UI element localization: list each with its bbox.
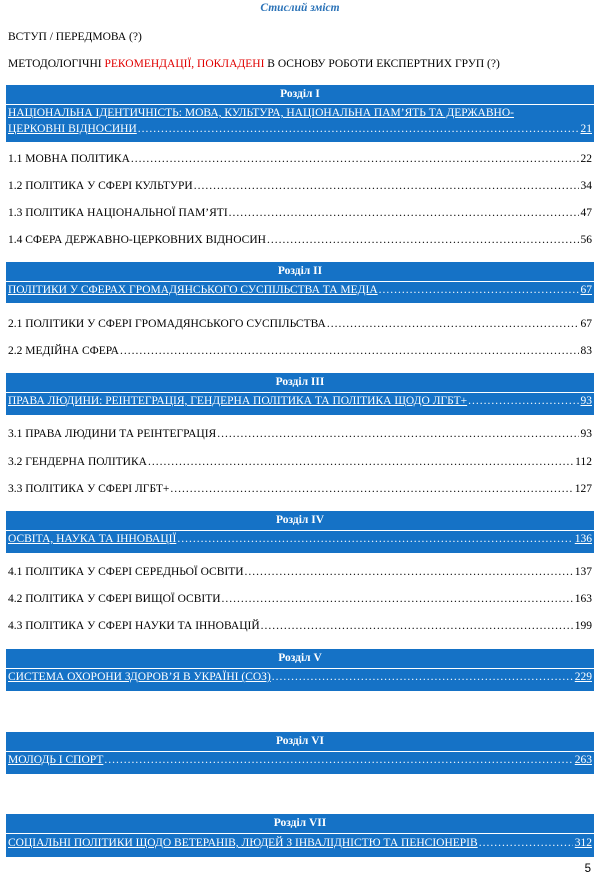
section-toc-line[interactable]: ПОЛІТИКИ У СФЕРАХ ГРОМАДЯНСЬКОГО СУСПІЛЬСТВА ТА МЕДІА ..... 67: [8, 284, 592, 296]
toc-entry[interactable]: 2.2 МЕДІЙНА СФЕРА ..... 83: [8, 345, 592, 361]
toc-entry[interactable]: 4.3 ПОЛІТИКА У СФЕРІ НАУКИ ТА ІННОВАЦІЙ ..... 199: [8, 620, 592, 636]
section-heading: Розділ VI: [6, 732, 594, 752]
section-band: [6, 373, 594, 415]
section-band: [6, 511, 594, 553]
toc-entry[interactable]: 3.2 ГЕНДЕРНА ПОЛІТИКА ..... 112: [8, 456, 592, 472]
page-number: 136: [574, 533, 592, 545]
toc-entry[interactable]: 3.3 ПОЛІТИКА У СФЕРІ ЛГБТ+ ..... 127: [8, 483, 592, 499]
section-toc-line[interactable]: ОСВІТА, НАУКА ТА ІННОВАЦІЇ ..... 136: [8, 533, 592, 545]
page-number-footer: 5: [584, 863, 591, 875]
highlighted-text: РЕКОМЕНДАЦІЇ, ПОКЛАДЕНІ: [104, 58, 265, 70]
section-heading: Розділ VII: [6, 814, 594, 834]
section-heading: Розділ І: [6, 85, 594, 105]
section-band: [6, 732, 594, 774]
section-heading: Розділ ІІ: [6, 262, 594, 282]
toc-entry[interactable]: 4.1 ПОЛІТИКА У СФЕРІ СЕРЕДНЬОЇ ОСВІТИ ..... 137: [8, 566, 592, 582]
page-number: 93: [580, 395, 592, 407]
section-toc-line[interactable]: МОЛОДЬ І СПОРТ ..... 263: [8, 754, 592, 766]
toc-entry[interactable]: 1.3 ПОЛІТИКА НАЦІОНАЛЬНОЇ ПАМ’ЯТІ ..... 47: [8, 207, 592, 223]
document-title: Стислий зміст: [260, 2, 340, 14]
toc-entry[interactable]: 2.1 ПОЛІТИКИ У СФЕРІ ГРОМАДЯНСЬКОГО СУСПІЛЬСТВА ..... 67: [8, 318, 592, 334]
toc-entry[interactable]: 1.4 СФЕРА ДЕРЖАВНО-ЦЕРКОВНИХ ВІДНОСИН ..... 56: [8, 234, 592, 250]
section-toc-line[interactable]: СИСТЕМА ОХОРОНИ ЗДОРОВ’Я В УКРАЇНІ (СОЗ) ..... 229: [8, 671, 592, 683]
intro-line: МЕТОДОЛОГІЧНІ РЕКОМЕНДАЦІЇ, ПОКЛАДЕНІ В ОСНОВУ РОБОТИ ЕКСПЕРТНИХ ГРУП (?): [8, 58, 500, 70]
toc-entry[interactable]: 3.1 ПРАВА ЛЮДИНИ ТА РЕІНТЕГРАЦІЯ ..... 93: [8, 428, 592, 444]
page-number: 67: [580, 284, 592, 296]
section-heading: Розділ IV: [6, 511, 594, 531]
page-number: 21: [580, 123, 592, 135]
section-band: [6, 262, 594, 303]
section-heading: Розділ ІІІ: [6, 373, 594, 393]
section-title-line: НАЦІОНАЛЬНА ІДЕНТИЧНІСТЬ: МОВА, КУЛЬТУРА, НАЦІОНАЛЬНА ПАМ’ЯТЬ ТА ДЕРЖАВНО-: [8, 107, 514, 119]
page-number: 229: [574, 671, 592, 683]
toc-entry[interactable]: 1.2 ПОЛІТИКА У СФЕРІ КУЛЬТУРИ ..... 34: [8, 180, 592, 196]
section-toc-line[interactable]: ПРАВА ЛЮДИНИ: РЕІНТЕГРАЦІЯ, ГЕНДЕРНА ПОЛІТИКА ТА ПОЛІТИКА ЩОДО ЛГБТ+ ..... 93: [8, 395, 592, 407]
intro-line: ВСТУП / ПЕРЕДМОВА (?): [8, 31, 142, 43]
toc-entry[interactable]: 4.2 ПОЛІТИКА У СФЕРІ ВИЩОЇ ОСВІТИ ..... 163: [8, 593, 592, 609]
page-number: 263: [574, 754, 592, 766]
section-band: [6, 85, 594, 142]
section-heading: Розділ V: [6, 649, 594, 669]
toc-entry[interactable]: 1.1 МОВНА ПОЛІТИКА ..... 22: [8, 153, 592, 169]
page-number: 312: [574, 837, 592, 849]
section-toc-line[interactable]: ЦЕРКОВНІ ВІДНОСИНИ ..... 21: [8, 123, 592, 135]
section-toc-line[interactable]: СОЦІАЛЬНІ ПОЛІТИКИ ЩОДО ВЕТЕРАНІВ, ЛЮДЕЙ З ІНВАЛІДНІСТЮ ТА ПЕНСІОНЕРІВ ..... 312: [8, 837, 592, 849]
section-band: [6, 814, 594, 857]
section-band: [6, 649, 594, 691]
